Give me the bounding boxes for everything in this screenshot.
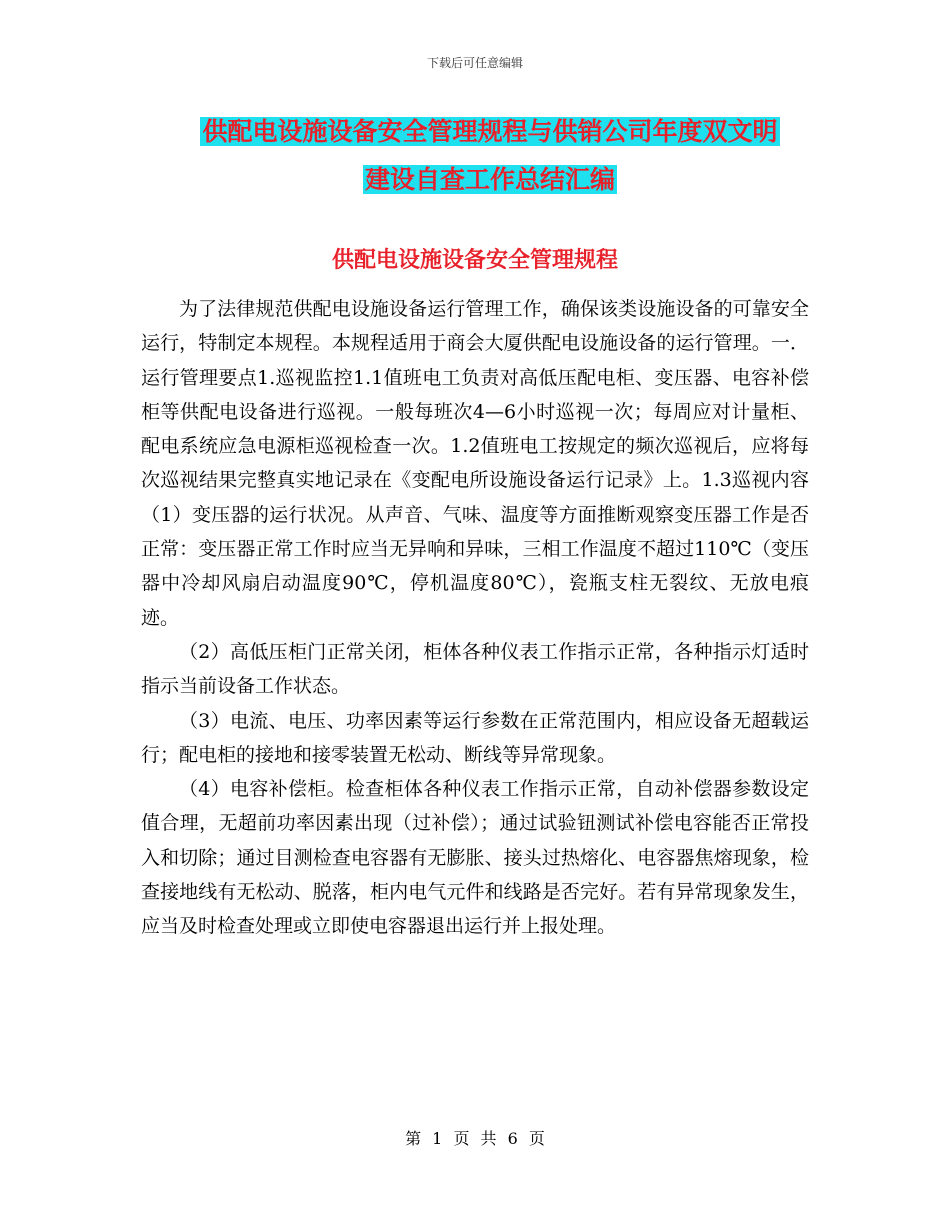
- section-heading: 供配电设施设备安全管理规程: [331, 248, 618, 273]
- paragraph: 为了法律规范供配电设施设备运行管理工作，确保该类设施设备的可靠安全运行，特制定本规程。本规程适用于商会大厦供配电设施设备的运行管理。一．运行管理要点1.巡视监控1.1值班电工负责对高低压配电柜、变压器、电容补偿柜等供配电设备进行巡视。一般每班次4—6小时巡视一次；每周应对计量柜、配电系统应急电源柜巡视检查一次。1.2值班电工按规定的频次巡视后，应将每次巡视结果完整真实地记录在《变配电所设施设备运行记录》上。1.3巡视内容（1）变压器的运行状况。从声音、气味、温度等方面推断观察变压器工作是否正常：变压器正常工作时应当无异响和异味，三相工作温度不超过110℃（变压器中冷却风扇启动温度90℃，停机温度80℃），瓷瓶支柱无裂纹、无放电痕迹。: [141, 298, 809, 629]
- paragraph: （2）高低压柜门正常关闭，柜体各种仪表工作指示正常，各种指示灯适时指示当前设备工作状态。: [141, 640, 809, 698]
- document-title-line-2: 建设自查工作总结汇编: [364, 165, 615, 194]
- body-text: [141, 292, 809, 944]
- document-title: [140, 108, 840, 204]
- document-title-line-1: 供配电设施设备安全管理规程与供销公司年度双文明: [202, 117, 778, 146]
- page-footer-number: 第 1 页 共 6 页: [405, 1129, 545, 1148]
- page-header-note: 下载后可任意编辑: [426, 56, 523, 70]
- paragraph: （3）电流、电压、功率因素等运行参数在正常范围内，相应设备无超载运行；配电柜的接地和接零装置无松动、断线等异常现象。: [141, 709, 809, 766]
- paragraph: （4）电容补偿柜。检查柜体各种仪表工作指示正常，自动补偿器参数设定值合理，无超前功率因素出现（过补偿）；通过试验钮测试补偿电容能否正常投入和切除；通过目测检查电容器有无膨胀、接头过热熔化、电容器焦熔现象，检查接地线有无松动、脱落，柜内电气元件和线路是否完好。若有异常现象发生，应当及时检查处理或立即使电容器退出运行并上报处理。: [141, 778, 809, 938]
